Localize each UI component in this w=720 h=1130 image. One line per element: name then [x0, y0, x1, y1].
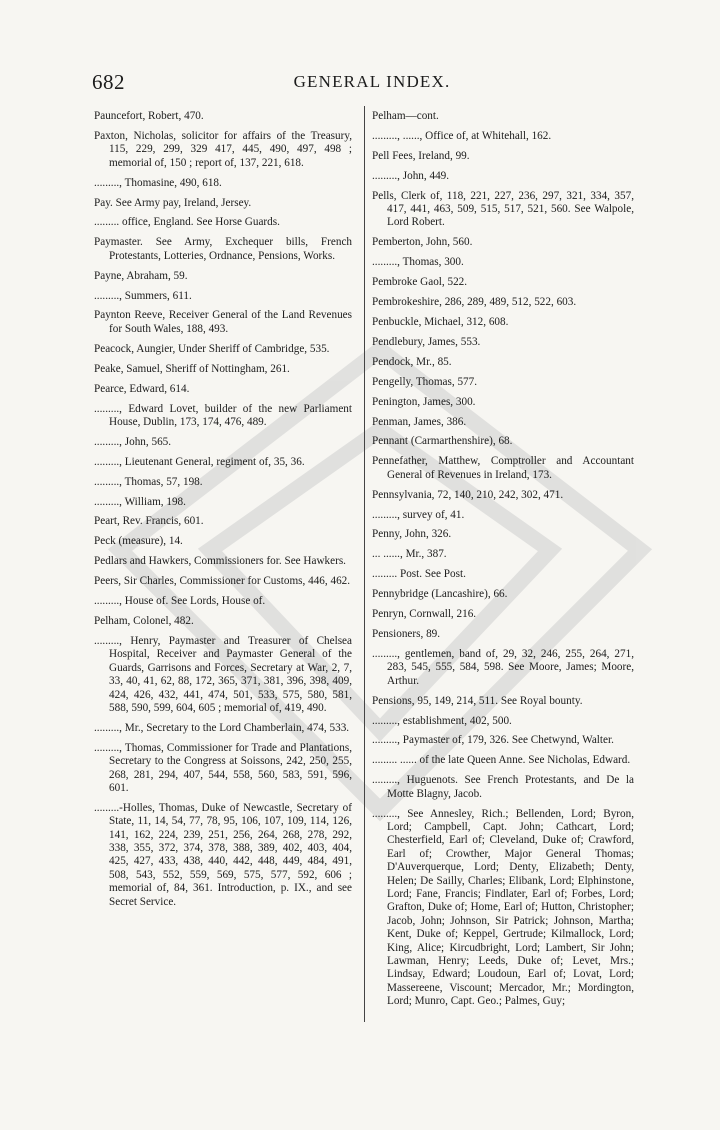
index-entry: ........., John, 565.: [94, 435, 172, 448]
index-entry: Peart, Rev. Francis, 601.: [94, 515, 204, 528]
running-title: GENERAL INDEX.: [293, 72, 451, 91]
index-column-right: [372, 110, 634, 1015]
index-entry: Payne, Abraham, 59.: [94, 269, 188, 282]
index-entry: ........., See Annesley, Rich.; Bellenden, Lord; Byron, Lord; Campbell, Capt. John; Cathcart, Lord; Chesterfield, Earl of; Cleveland, Duke of; Crawford, Earl of; Crowther, Major General Thomas; D'Auverquerque, Lord; Denty, Elizabeth; Denty, Helen; De Sailly, Charles; Elibank, Lord; Elphinstone, Lord; Fane, Francis; Findlater, Earl of; Forbes, Lord; Grafton, Duke of; Home, Earl of; Hutton, Christopher; Jacob, John; Johnson, Sir Patrick; Johnson, Martha; Kent, Duke of; Keppel, Gertrude; Kilmallock, Lord; King, Alice; Kircudbright, Lord; Lambert, Sir John; Lawman, Henry; Leeds, Duke of; Levet, Mrs.; Lindsay, Edward; Loudoun, Earl of; Lovat, Lord; Massereene, Viscount; Mercador, Mr.; Mordington, Lord; Munro, Capt. Geo.; Palmes, Guy;: [372, 807, 634, 1008]
index-entry: Pearce, Edward, 614.: [94, 382, 190, 395]
index-entry: ........., gentlemen, band of, 29, 32, 246, 255, 264, 271, 283, 545, 555, 584, 598. See Moore, James; Moore, Arthur.: [372, 647, 634, 687]
index-entry: Penington, James, 300.: [372, 395, 476, 408]
index-entry: Pennybridge (Lancashire), 66.: [372, 588, 508, 601]
index-entry: Peck (measure), 14.: [94, 535, 183, 548]
index-entry: Penryn, Cornwall, 216.: [372, 608, 477, 621]
index-entry: ........., Thomasine, 490, 618.: [94, 176, 222, 189]
page-header: [92, 70, 652, 98]
index-entry: Pay. See Army pay, Ireland, Jersey.: [94, 196, 252, 209]
index-entry: Pengelly, Thomas, 577.: [372, 375, 478, 388]
index-entry: ........., Edward Lovet, builder of the new Parliament House, Dublin, 173, 174, 476, 489.: [94, 402, 352, 428]
index-entry: ........., ......, Office of, at Whitehall, 162.: [372, 129, 552, 142]
index-entry: ... ......, Mr., 387.: [372, 548, 447, 561]
index-entry: Pendlebury, James, 553.: [372, 335, 481, 348]
index-entry: ........., Henry, Paymaster and Treasurer of Chelsea Hospital, Receiver and Paymaster General of the Guards, Garrisons and Forces, Secretary at War, 2, 7, 33, 40, 41, 62, 88, 172, 365, 371, 381, 396, 398, 409, 424, 426, 432, 441, 474, 501, 533, 575, 580, 581, 588, 590, 599, 604, 605 ; memorial of, 419, 490.: [94, 634, 352, 714]
index-entry: ......... ...... of the late Queen Anne. See Nicholas, Edward.: [372, 754, 631, 767]
index-entry: Penbuckle, Michael, 312, 608.: [372, 315, 509, 328]
index-entry: ........., Summers, 611.: [94, 289, 192, 302]
index-entry: ......... Post. See Post.: [372, 568, 466, 581]
page-number: 682: [92, 70, 125, 94]
index-entry: Pells, Clerk of, 118, 221, 227, 236, 297, 321, 334, 357, 417, 441, 463, 509, 515, 517, 521, 560. See Walpole, Lord Robert.: [372, 189, 634, 229]
column-divider: [364, 106, 365, 1022]
index-entry: ........., Thomas, 300.: [372, 256, 464, 269]
index-entry: Pedlars and Hawkers, Commissioners for. See Hawkers.: [94, 555, 346, 568]
index-entry: Pembrokeshire, 286, 289, 489, 512, 522, 603.: [372, 296, 577, 309]
index-entry: ........., Paymaster of, 179, 326. See Chetwynd, Walter.: [372, 734, 614, 747]
index-entry: Peers, Sir Charles, Commissioner for Customs, 446, 462.: [94, 575, 351, 588]
index-entry: Pensions, 95, 149, 214, 511. See Royal bounty.: [372, 694, 583, 707]
index-entry: Pensioners, 89.: [372, 627, 441, 640]
index-entry: ........., House of. See Lords, House of.: [94, 595, 266, 608]
index-entry: Paynton Reeve, Receiver General of the Land Revenues for South Wales, 188, 493.: [94, 309, 352, 335]
index-entry: ........., survey of, 41.: [372, 508, 465, 521]
index-column-left: [94, 110, 352, 916]
index-entry: ........., John, 449.: [372, 169, 450, 182]
index-entry: Pell Fees, Ireland, 99.: [372, 149, 470, 162]
index-entry: ........., Thomas, 57, 198.: [94, 475, 203, 488]
index-entry: ........., Thomas, Commissioner for Trade and Plantations, Secretary to the Congress at Soissons, 242, 250, 255, 268, 281, 294, 407, 544, 558, 560, 583, 591, 596, 601.: [94, 741, 352, 794]
index-entry: ........., Lieutenant General, regiment of, 35, 36.: [94, 455, 305, 468]
index-entry: Pendock, Mr., 85.: [372, 355, 452, 368]
index-entry: Pelham, Colonel, 482.: [94, 614, 194, 627]
index-entry: Pennefather, Matthew, Comptroller and Accountant General of Revenues in Ireland, 173.: [372, 455, 634, 481]
index-entry: Penman, James, 386.: [372, 415, 467, 428]
index-entry: ........., William, 198.: [94, 495, 186, 508]
index-entry: Pauncefort, Robert, 470.: [94, 110, 204, 122]
index-entry: Pelham—cont.: [372, 110, 439, 122]
index-entry: Penny, John, 326.: [372, 528, 452, 541]
index-entry: Pennsylvania, 72, 140, 210, 242, 302, 471.: [372, 488, 564, 501]
index-entry: Paymaster. See Army, Exchequer bills, French Protestants, Lotteries, Ordnance, Pensions, Works.: [94, 236, 352, 262]
index-entry: ........., Mr., Secretary to the Lord Chamberlain, 474, 533.: [94, 721, 350, 734]
index-entry: ........., Huguenots. See French Protestants, and De la Motte Blagny, Jacob.: [372, 774, 634, 800]
index-entry: .........-Holles, Thomas, Duke of Newcastle, Secretary of State, 11, 14, 54, 77, 78, 95, 106, 107, 109, 114, 126, 141, 162, 224, 239, 251, 256, 264, 268, 278, 292, 338, 355, 372, 374, 378, 388, 389, 402, 403, 404, 425, 427, 433, 438, 440, 442, 448, 449, 484, 491, 508, 543, 552, 559, 569, 575, 577, 592, 606 ; memorial of, 84, 361. Introduction, p. IX., and see Secret Service.: [94, 801, 352, 908]
index-entry: ......... office, England. See Horse Guards.: [94, 216, 280, 229]
index-entry: Pennant (Carmarthenshire), 68.: [372, 435, 513, 448]
index-entry: Peake, Samuel, Sheriff of Nottingham, 261.: [94, 362, 290, 375]
index-entry: ........., establishment, 402, 500.: [372, 714, 512, 727]
index-entry: Peacock, Aungier, Under Sheriff of Cambridge, 535.: [94, 342, 330, 355]
index-entry: Pemberton, John, 560.: [372, 236, 473, 249]
index-entry: Paxton, Nicholas, solicitor for affairs of the Treasury, 115, 229, 299, 329 417, 445, 490, 497, 498 ; memorial of, 150 ; report of, 137, 221, 618.: [94, 129, 352, 169]
index-entry: Pembroke Gaol, 522.: [372, 276, 468, 289]
